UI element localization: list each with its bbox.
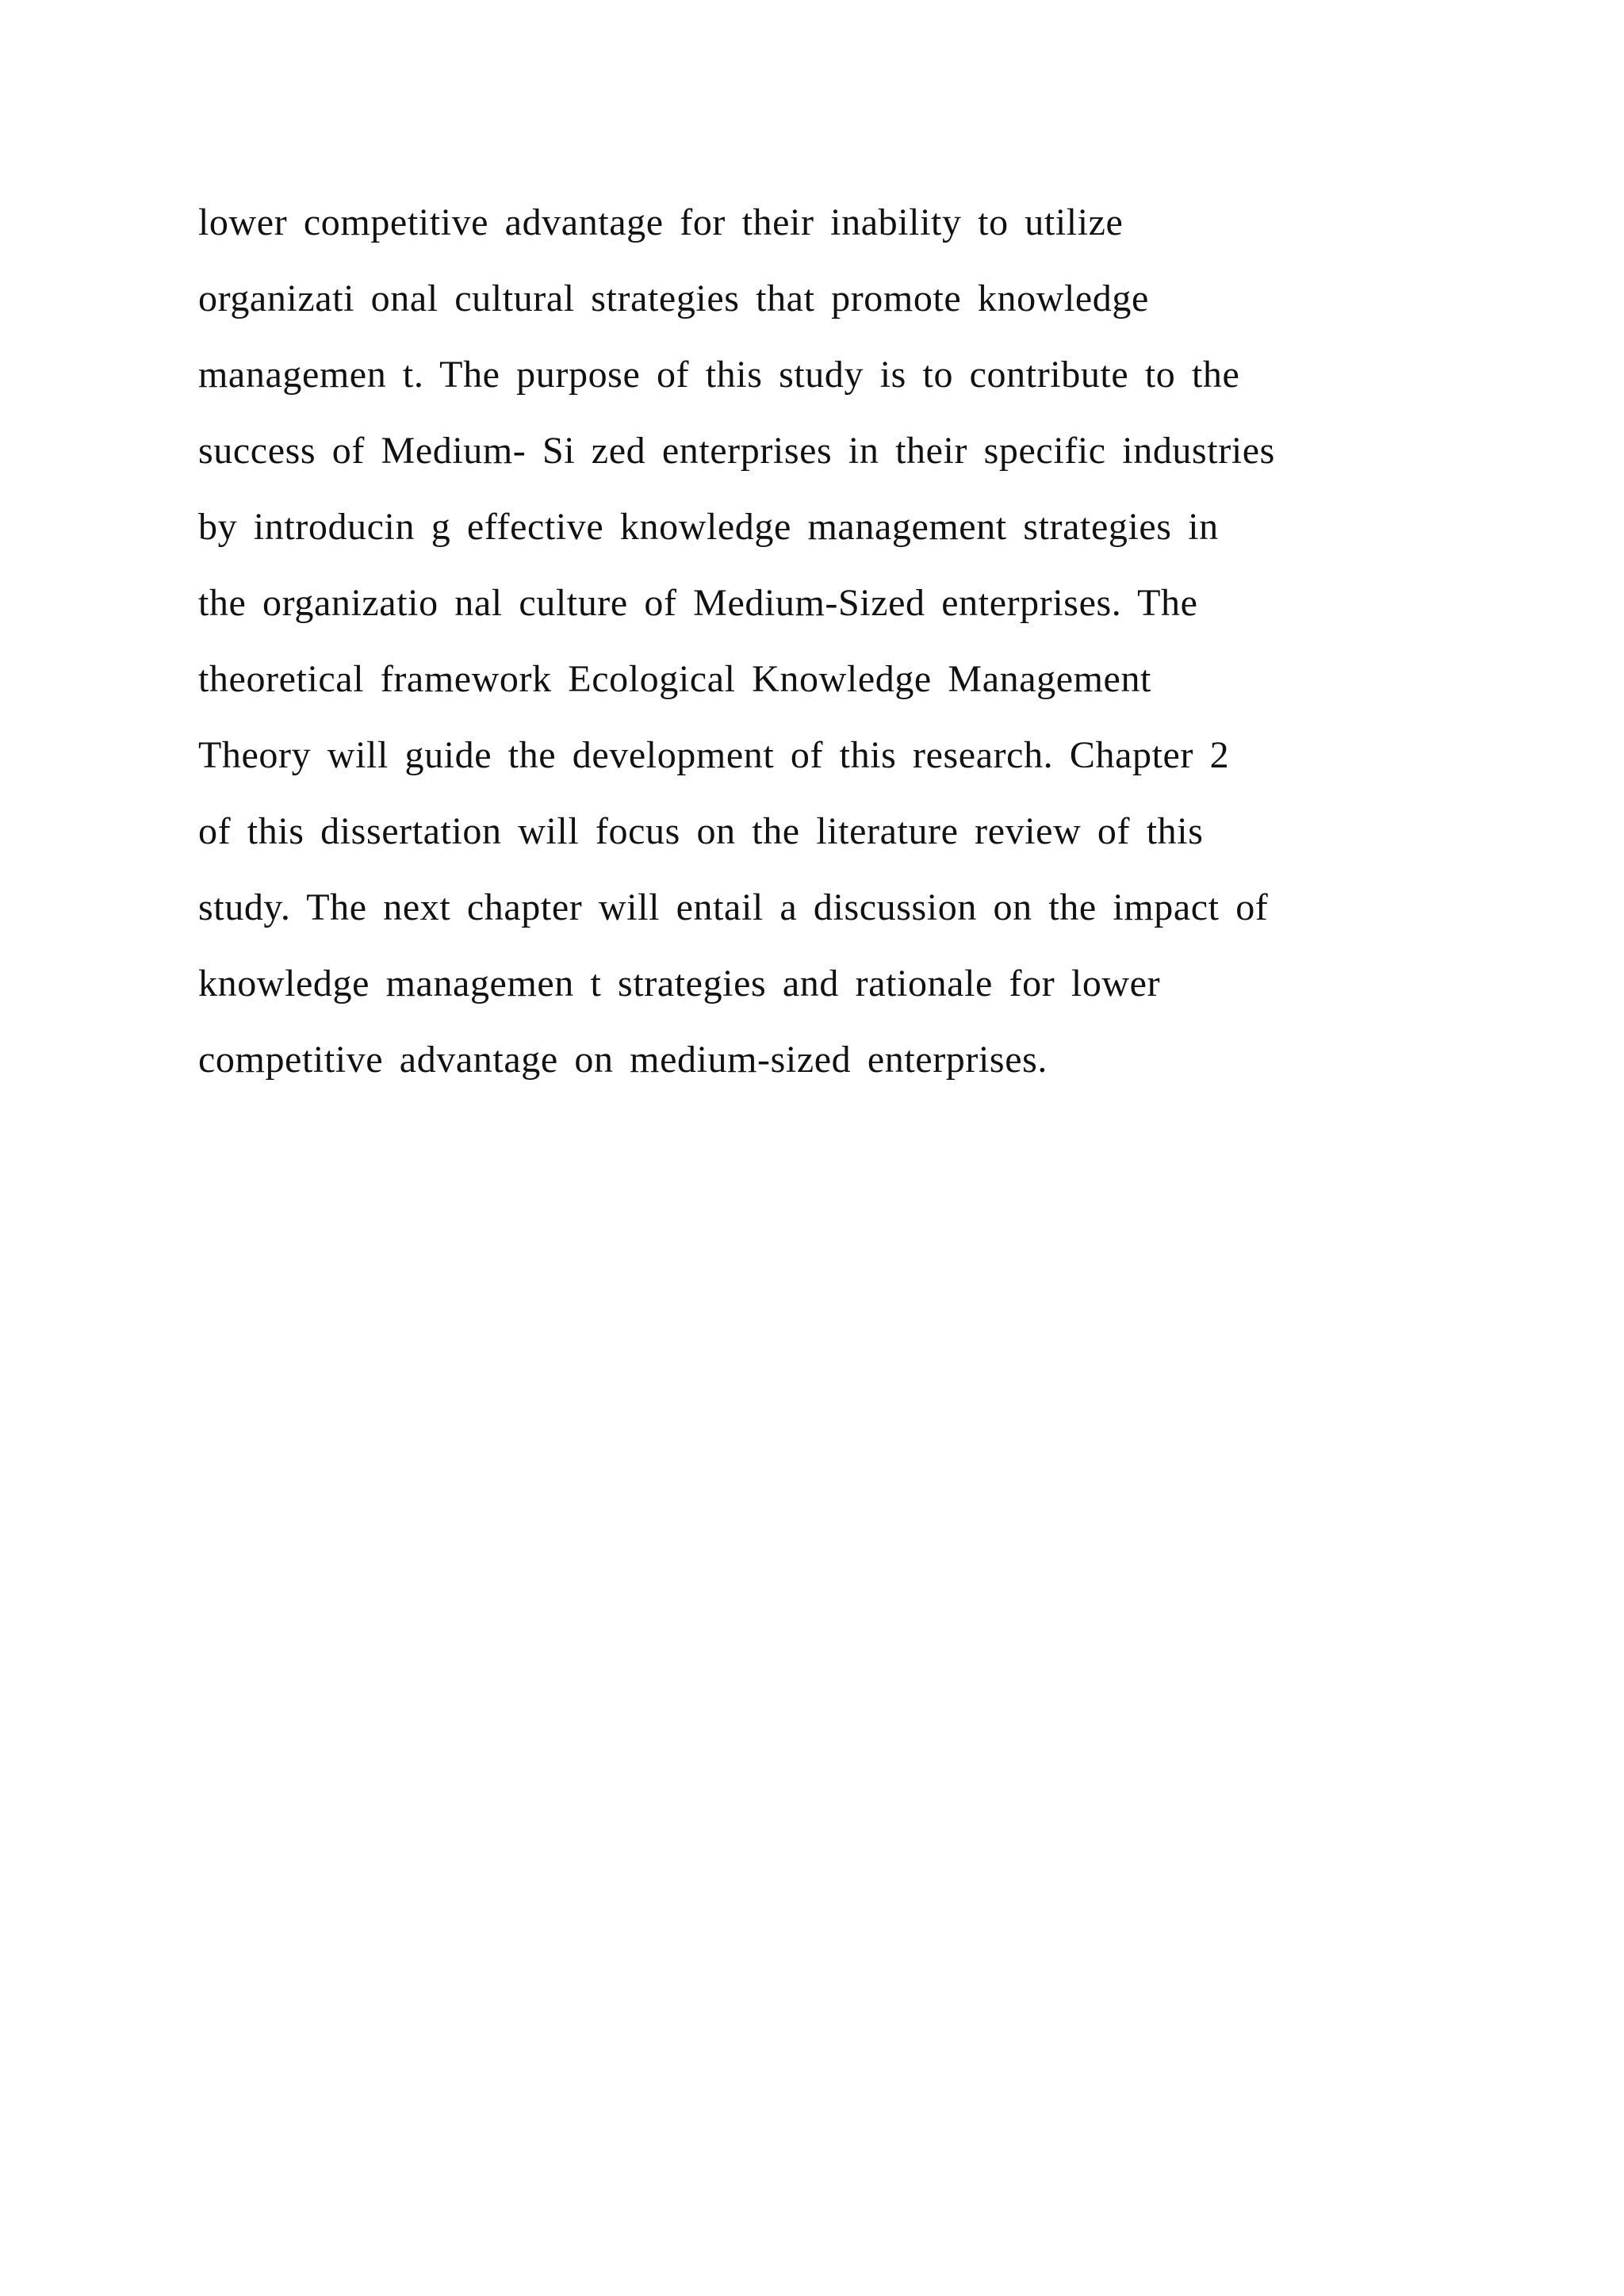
text-line: lower competitive advantage for their inability to utilize <box>198 201 1124 243</box>
text-line: Theory will guide the development of this research. Chapter 2 <box>198 734 1230 776</box>
text-line: theoretical framework Ecological Knowledge Management <box>198 658 1151 700</box>
text-line: organizati onal cultural strategies that promote knowledge <box>198 277 1149 320</box>
text-line: the organizatio nal culture of Medium-Sized enterprises. The <box>198 582 1198 624</box>
text-line: of this dissertation will focus on the literature review of this <box>198 810 1204 852</box>
text-line: competitive advantage on medium-sized enterprises. <box>198 1039 1048 1081</box>
text-line: success of Medium- Si zed enterprises in their specific industries <box>198 430 1275 472</box>
body-paragraph <box>198 195 1546 1108</box>
text-line: study. The next chapter will entail a discussion on the impact of <box>198 886 1269 928</box>
text-line: knowledge managemen t strategies and rationale for lower <box>198 962 1161 1004</box>
text-line: by introducin g effective knowledge management strategies in <box>198 506 1219 548</box>
text-line: managemen t. The purpose of this study is to contribute to the <box>198 354 1240 396</box>
